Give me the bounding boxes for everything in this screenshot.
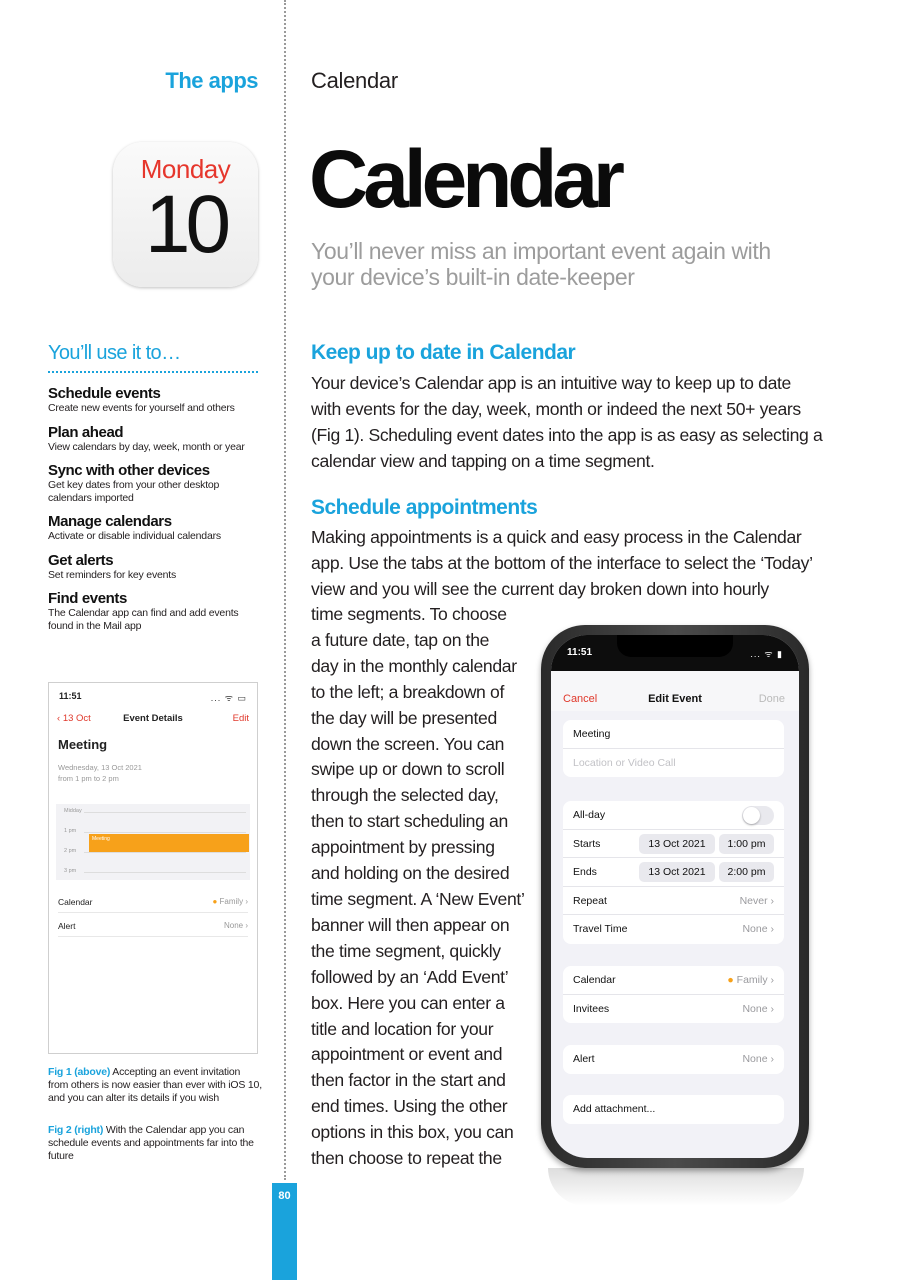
ends-row: [563, 858, 784, 887]
chevron-right-icon: ›: [245, 897, 248, 906]
calendar-row[interactable]: [563, 966, 784, 995]
phone-reflection: [548, 1168, 804, 1206]
text-line: options in this box, you can: [311, 1122, 514, 1143]
text-line: with events for the day, week, month or indeed the next 50+ years: [311, 399, 801, 419]
sidebar-heading: You’ll use it to…: [48, 342, 258, 373]
page-title: Calendar: [309, 134, 620, 225]
running-header: Calendar: [311, 68, 398, 93]
list-item: [48, 462, 263, 504]
text-line: appointment by pressing: [311, 837, 495, 858]
text-line: title and location for your: [311, 1018, 494, 1039]
alert-row[interactable]: [563, 1045, 784, 1074]
caption-lead: Fig 2 (right): [48, 1124, 104, 1136]
calendar-value: [727, 966, 774, 995]
text-line: the day will be presented: [311, 707, 497, 728]
title-location-card: [563, 720, 784, 777]
fig2-edit-event-screen: [551, 635, 799, 1158]
caption-text: Accepting an event invitation from others is now easier than ever with iOS 10, and you can alter its details if you wish: [48, 1066, 262, 1104]
invitees-value: [742, 995, 774, 1024]
text-line: a future date, tap on the: [311, 629, 490, 650]
column-divider: [284, 0, 286, 1180]
done-button[interactable]: Done: [758, 693, 785, 705]
text-line: to the left; a breakdown of: [311, 681, 505, 702]
uses-list: [48, 385, 263, 641]
fig1-nav-title: Event Details: [123, 713, 183, 724]
alert-value-text: None: [742, 1053, 768, 1065]
chevron-right-icon: ›: [770, 1053, 774, 1065]
paragraph-intro: [311, 370, 822, 474]
chevron-right-icon: ›: [770, 974, 774, 986]
status-icons: ... ᯤ ▮: [750, 649, 783, 659]
text-line: then factor in the start and: [311, 1070, 506, 1091]
fig2-iphone: [541, 625, 809, 1168]
invitees-row[interactable]: [563, 995, 784, 1024]
fig2-caption: [48, 1124, 263, 1163]
standfirst: You’ll never miss an important event again with your device’s built-in date-keeper: [311, 238, 771, 290]
fig1-grid-line: [84, 812, 246, 813]
fig1-edit-button[interactable]: Edit: [232, 713, 249, 724]
repeat-label: Repeat: [573, 894, 607, 907]
use-title: Manage calendars: [48, 513, 172, 530]
use-title: Get alerts: [48, 551, 114, 569]
starts-time-pill[interactable]: 1:00 pm: [719, 834, 774, 854]
use-title: Plan ahead: [48, 423, 124, 441]
calendar-invitees-card: [563, 966, 784, 1023]
chevron-right-icon: ›: [245, 921, 248, 930]
fig1-row-value: [224, 915, 248, 937]
all-day-toggle[interactable]: [742, 806, 774, 825]
text-line: Making appointments is a quick and easy process in the Calendar: [311, 527, 802, 547]
text-line: Your device’s Calendar app is an intuitive way to keep up to date: [311, 373, 791, 393]
fig1-calendar-row[interactable]: [58, 891, 248, 913]
app-icon-day: Monday: [140, 154, 231, 184]
fig1-row-value: [212, 891, 248, 913]
use-desc: The Calendar app can find and add events found in the Mail app: [48, 607, 239, 632]
starts-row: [563, 830, 784, 859]
text-line: followed by an ‘Add Event’: [311, 966, 509, 987]
calendar-label: Calendar: [573, 974, 616, 986]
starts-date-pill[interactable]: 13 Oct 2021: [639, 834, 715, 854]
text-line: and holding on the desired: [311, 863, 510, 884]
fig1-alert-row[interactable]: [58, 915, 248, 937]
fig1-event-date: [58, 762, 142, 784]
use-title: Schedule events: [48, 385, 161, 402]
fig1-grid-label: Midday: [64, 808, 82, 814]
list-item: [48, 552, 263, 582]
text-line: then to start scheduling an: [311, 811, 508, 832]
list-item: [48, 424, 263, 454]
text-line: appointment or event and: [311, 1044, 503, 1065]
paragraph-schedule: [311, 524, 813, 602]
text-line: the time segment, quickly: [311, 940, 501, 961]
location-field[interactable]: [563, 749, 784, 778]
travel-value-text: None: [742, 923, 768, 935]
paragraph-schedule-wrap: [311, 602, 537, 1172]
chevron-right-icon: ›: [770, 1002, 774, 1015]
use-desc: View calendars by day, week, month or year: [48, 440, 245, 453]
use-desc: Create new events for yourself and others: [48, 402, 235, 414]
fig1-event-title: Meeting: [58, 737, 108, 752]
fig1-event-day: Wednesday, 13 Oct 2021: [58, 763, 142, 772]
text-line: calendar view and tapping on a time segment.: [311, 451, 655, 471]
fig1-caption: [48, 1066, 263, 1105]
fig1-grid-label: 1 pm: [64, 828, 77, 834]
text-line: time segment. A ‘New Event’: [311, 888, 525, 909]
text-line: through the selected day,: [311, 785, 499, 806]
text-line: swipe up or down to scroll: [311, 759, 505, 780]
text-line: view and you will see the current day broken down into hourly: [311, 579, 769, 599]
time-card: [563, 801, 784, 944]
phone-notch: [617, 635, 733, 657]
use-title: Sync with other devices: [48, 462, 210, 479]
chevron-right-icon: ›: [770, 923, 774, 935]
use-desc: Get key dates from your other desktop calendars imported: [48, 479, 220, 504]
text-line: banner will then appear on: [311, 914, 510, 935]
caption-lead: Fig 1 (above): [48, 1066, 111, 1078]
repeat-row[interactable]: [563, 887, 784, 916]
fig1-row-value-text: None: [223, 921, 244, 930]
list-item: [48, 385, 263, 415]
text-line: app. Use the tabs at the bottom of the interface to select the ‘Today’: [311, 553, 813, 573]
add-attachment-button[interactable]: Add attachment...: [573, 1103, 656, 1115]
travel-time-value: [742, 915, 774, 944]
fig1-status-time: 11:51: [59, 691, 82, 701]
chevron-right-icon: ›: [770, 894, 774, 907]
repeat-value: [740, 887, 774, 916]
alert-value: [742, 1045, 774, 1074]
fig1-row-value-text: Family: [219, 897, 244, 906]
heading-keep-up-to-date: Keep up to date in Calendar: [311, 341, 576, 364]
all-day-label: All-day: [573, 809, 606, 821]
heading-schedule-appointments: Schedule appointments: [311, 496, 538, 519]
list-item: [48, 513, 263, 543]
fig1-grid-label: 3 pm: [64, 868, 77, 874]
fig1-status-icons: ... ᯤ ▭: [210, 693, 247, 703]
travel-time-row[interactable]: [563, 915, 784, 944]
alert-label: Alert: [573, 1053, 595, 1065]
use-desc: Activate or disable individual calendars: [48, 530, 221, 542]
cancel-button[interactable]: Cancel: [563, 693, 598, 705]
page-number: 80: [278, 1190, 291, 1202]
calendar-app-icon: [113, 142, 258, 287]
text-line: time segments. To choose: [311, 604, 507, 624]
fig1-day-grid[interactable]: [56, 804, 250, 880]
alert-card: [563, 1045, 784, 1074]
fig1-grid-label: 2 pm: [64, 848, 77, 854]
fig1-event-details-screenshot: [48, 682, 258, 1054]
invitees-label: Invitees: [573, 1002, 610, 1015]
fig1-event-time: from 1 pm to 2 pm: [58, 774, 119, 783]
travel-time-label: Travel Time: [573, 923, 628, 935]
all-day-row: [563, 801, 784, 830]
location-placeholder: Location or Video Call: [573, 756, 676, 769]
attachment-card: [563, 1095, 784, 1124]
caption-text: With the Calendar app you can schedule events and appointments far into the future: [48, 1124, 254, 1162]
chevron-left-icon: ‹: [57, 713, 63, 724]
status-time: 11:51: [567, 647, 593, 658]
fig1-event-block[interactable]: Meeting: [89, 834, 249, 852]
use-desc: Set reminders for key events: [48, 568, 177, 581]
edit-event-title: Edit Event: [648, 693, 702, 705]
family-dot-icon: ●: [727, 974, 734, 986]
ends-date-pill[interactable]: 13 Oct 2021: [639, 862, 715, 882]
list-item: [48, 590, 263, 632]
text-line: end times. Using the other: [311, 1096, 508, 1117]
ends-time-pill[interactable]: 2:00 pm: [719, 862, 774, 882]
edit-event-navbar: [551, 671, 799, 711]
repeat-value-text: Never: [739, 894, 768, 907]
text-line: day in the monthly calendar: [311, 655, 517, 676]
ends-label: Ends: [573, 866, 597, 878]
fig1-grid-line: [84, 832, 246, 833]
app-icon-date: 10: [144, 179, 227, 270]
calendar-value-text: Family: [736, 974, 768, 986]
text-line: then choose to repeat the: [311, 1148, 502, 1169]
invitees-value-text: None: [742, 1002, 768, 1015]
starts-label: Starts: [573, 837, 601, 850]
text-line: box. Here you can enter a: [311, 992, 505, 1013]
fig1-back-label: 13 Oct: [62, 713, 91, 724]
family-dot-icon: ●: [212, 897, 218, 906]
fig1-grid-line: [84, 852, 246, 853]
event-title-field[interactable]: Meeting: [563, 720, 784, 749]
use-title: Find events: [48, 590, 127, 607]
fig1-row-label: Alert: [58, 921, 76, 931]
text-line: (Fig 1). Scheduling event dates into the app is as easy as selecting a: [311, 425, 823, 445]
section-title: The apps: [165, 68, 258, 93]
text-line: down the screen. You can: [311, 733, 505, 754]
fig1-row-label: Calendar: [58, 897, 93, 907]
fig1-grid-line: [84, 872, 246, 873]
